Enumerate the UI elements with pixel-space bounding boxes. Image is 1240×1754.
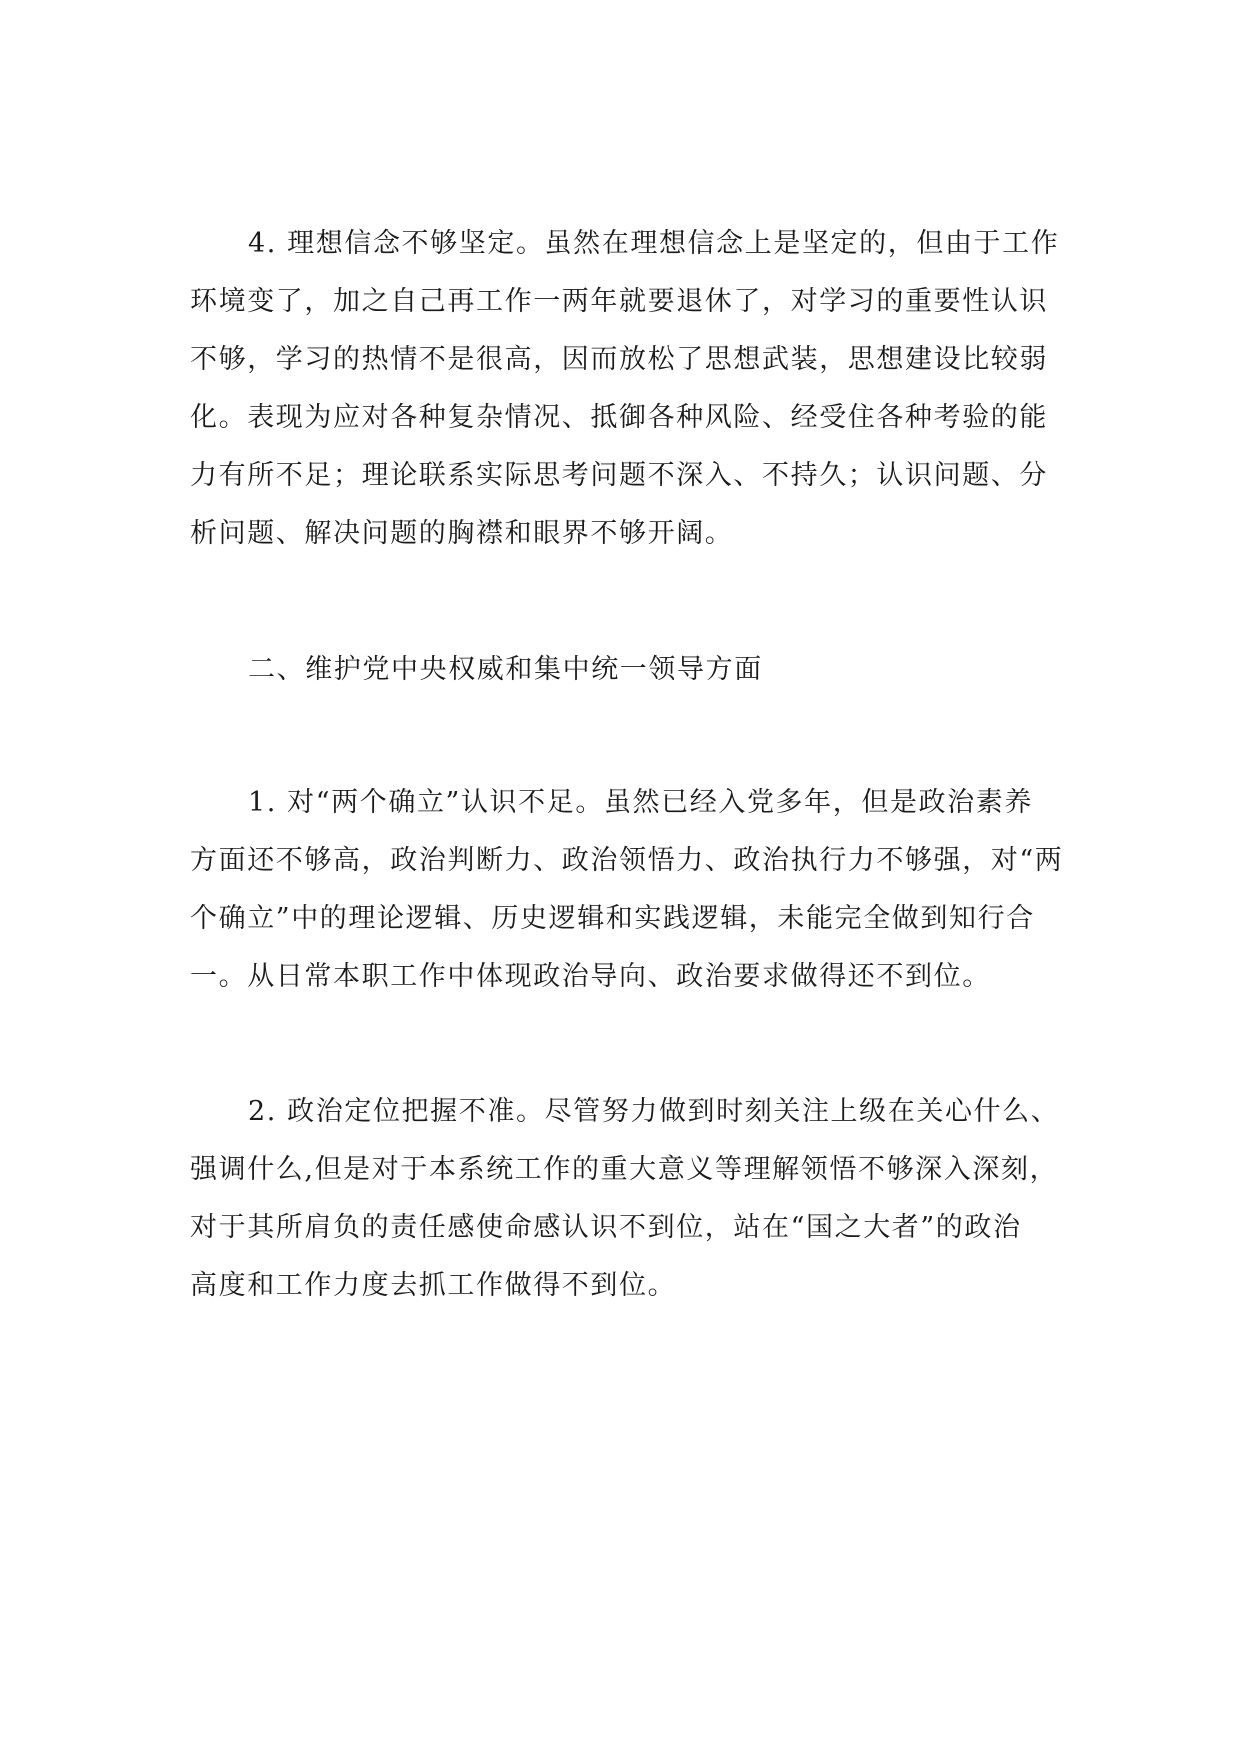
paragraph-line: 个确立”中的理论逻辑、历史逻辑和实践逻辑，未能完全做到知行合 bbox=[190, 903, 1035, 934]
paragraph-line: 方面还不够高，政治判断力、政治领悟力、政治执行力不够强，对“两 bbox=[190, 845, 1064, 876]
paragraph-line: 4. 理想信念不够坚定。虽然在理想信念上是坚定的，但由于工作 bbox=[248, 228, 1060, 259]
paragraph-line: 2. 政治定位把握不准。尽管努力做到时刻关注上级在关心什么、 bbox=[248, 1096, 1060, 1127]
paragraph-line: 一。从日常本职工作中体现政治导向、政治要求做得还不到位。 bbox=[190, 961, 991, 992]
paragraph-line: 高度和工作力度去抓工作做得不到位。 bbox=[190, 1270, 677, 1301]
paragraph-line: 对于其所肩负的责任感使命感认识不到位，站在“国之大者”的政治 bbox=[190, 1212, 1022, 1243]
section-heading-text: 二、维护党中央权威和集中统一领导方面 bbox=[248, 654, 763, 685]
paragraph-line: 不够，学习的热情不是很高，因而放松了思想武装，思想建设比较弱 bbox=[190, 344, 1048, 375]
paragraph-line: 析问题、解决问题的胸襟和眼界不够开阔。 bbox=[190, 518, 734, 549]
paragraph-line: 1. 对“两个确立”认识不足。虽然已经入党多年，但是政治素养 bbox=[248, 787, 1033, 818]
paragraph-line: 环境变了，加之自己再工作一两年就要退休了，对学习的重要性认识 bbox=[190, 286, 1048, 317]
paragraph-line: 力有所不足；理论联系实际思考问题不深入、不持久；认识问题、分 bbox=[190, 460, 1048, 491]
paragraph-line: 强调什么,但是对于本系统工作的重大意义等理解领悟不够深入深刻， bbox=[190, 1154, 1059, 1185]
paragraph-line: 化。表现为应对各种复杂情况、抵御各种风险、经受住各种考验的能 bbox=[190, 402, 1048, 433]
